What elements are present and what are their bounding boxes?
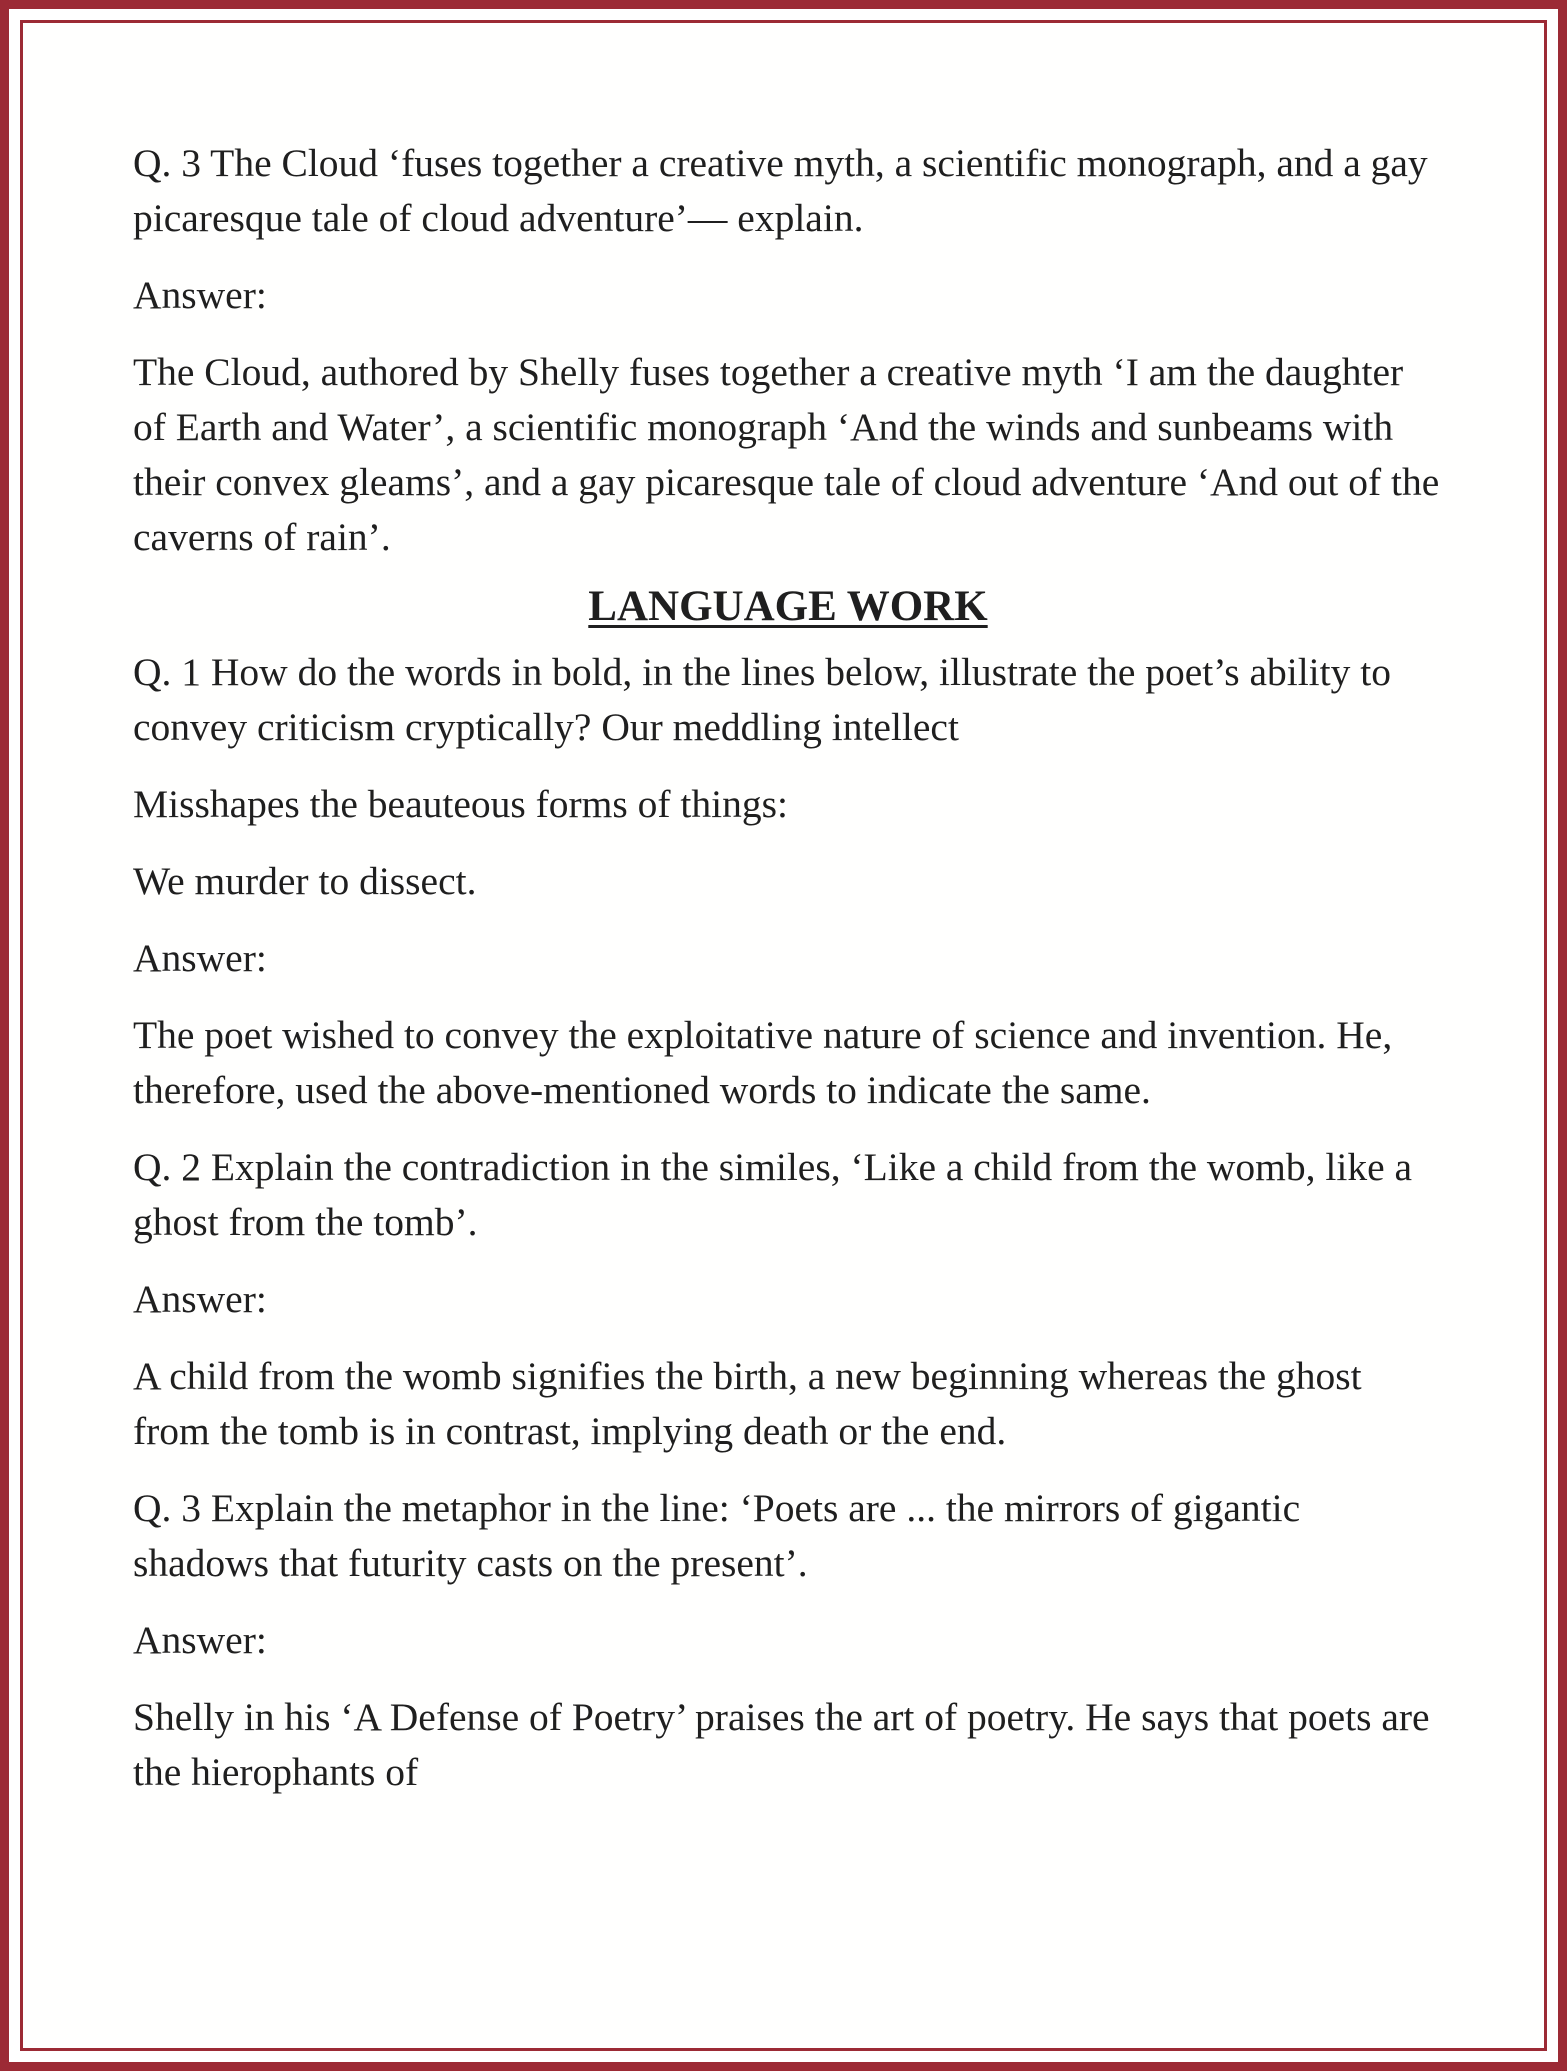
document-body <box>133 136 1443 1800</box>
section-heading: LANGUAGE WORK <box>588 583 988 630</box>
question-text: Q. 2 Explain the contradiction in the similes, ‘Like a child from the womb, like a ghost from the tomb’. <box>133 1145 1413 1244</box>
answer-text: Shelly in his ‘A Defense of Poetry’ praises the art of poetry. He says that poets are the hierophants of <box>133 1695 1430 1794</box>
answer-label: Answer: <box>133 273 267 317</box>
quote-line: Misshapes the beauteous forms of things: <box>133 782 788 826</box>
question-text: Q. 1 How do the words in bold, in the lines below, illustrate the poet’s ability to convey criticism cryptically? Our meddling intellect <box>133 650 1391 749</box>
answer-label: Answer: <box>133 1618 267 1662</box>
answer-text: A child from the womb signifies the birth, a new beginning whereas the ghost from the tomb is in contrast, implying death or the end. <box>133 1354 1362 1453</box>
answer-text: The Cloud, authored by Shelly fuses together a creative myth ‘I am the daughter of Earth and Water’, a scientific monograph ‘And the winds and sunbeams with their convex gleams’, and a gay picaresque tale of cloud adventure ‘And out of the caverns of rain’. <box>133 350 1440 559</box>
answer-text: The poet wished to convey the exploitative nature of science and invention. He, therefore, used the above-mentioned words to indicate the same. <box>133 1013 1393 1112</box>
answer-label: Answer: <box>133 1277 267 1321</box>
quote-line: We murder to dissect. <box>133 859 477 903</box>
question-text: Q. 3 Explain the metaphor in the line: ‘Poets are ... the mirrors of gigantic shadows that futurity casts on the present’. <box>133 1486 1301 1585</box>
question-text: Q. 3 The Cloud ‘fuses together a creative myth, a scientific monograph, and a gay picaresque tale of cloud adventure’— explain. <box>133 141 1428 240</box>
answer-label: Answer: <box>133 936 267 980</box>
